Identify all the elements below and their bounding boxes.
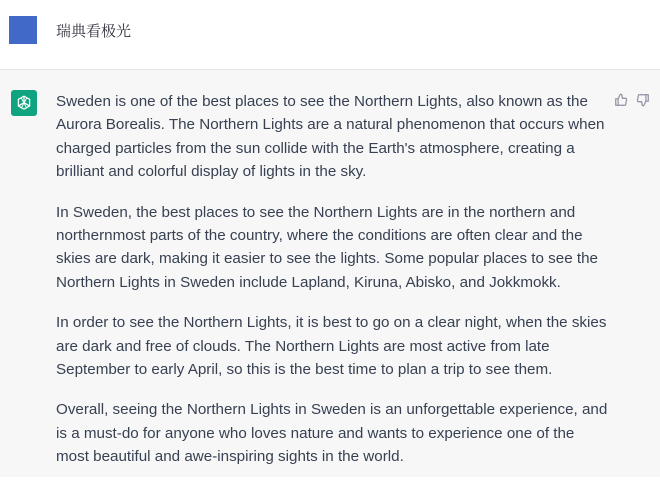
- user-avatar: [9, 16, 37, 44]
- user-message-row: [0, 0, 660, 70]
- answer-paragraph-4: Overall, seeing the Northern Lights in Sweden is an unforgettable experience, and is a must-do for anyone who loves nature and wants to experience one of the most beautiful and awe-inspiring sights in the world.: [56, 401, 608, 466]
- answer-paragraph-2: In Sweden, the best places to see the Northern Lights are in the northern and northernmost parts of the country, where the conditions are often clear and the skies are dark, making it easier to see the lights. Some popular places to see the Northern Lights in Sweden include Lapland, Kiruna, Abisko, and Jokkmokk.: [56, 203, 598, 291]
- thumbs-down-button[interactable]: [635, 92, 651, 108]
- assistant-answer: [56, 90, 608, 486]
- user-message-text: 瑞典看极光: [56, 22, 132, 40]
- thumbs-up-icon: [614, 93, 628, 107]
- answer-paragraph-3: In order to see the Northern Lights, it is best to go on a clear night, when the skies are dark and free of clouds. The Northern Lights are most active from late September to early April, so this is the best time to plan a trip to see them.: [56, 314, 607, 379]
- feedback-buttons: [613, 92, 651, 108]
- answer-paragraph-1: Sweden is one of the best places to see the Northern Lights, also known as the Aurora Borealis. The Northern Lights are a natural phenomenon that occurs when charged particles from the sun collide with the Earth's atmosphere, creating a brilliant and colorful display of lights in the sky.: [56, 93, 605, 181]
- thumbs-up-button[interactable]: [613, 92, 629, 108]
- assistant-message-row: [0, 70, 660, 477]
- openai-logo-icon: [11, 90, 37, 116]
- thumbs-down-icon: [636, 93, 650, 107]
